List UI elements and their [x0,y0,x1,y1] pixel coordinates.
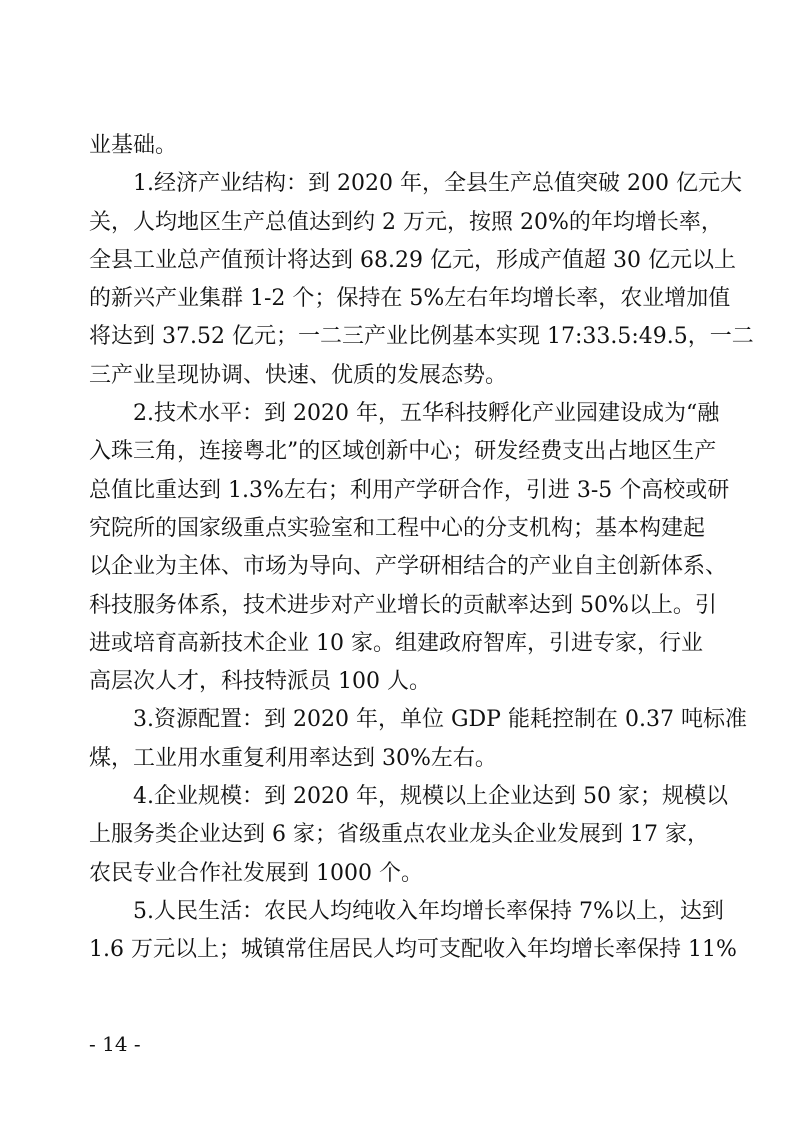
paragraph [89,893,737,970]
paragraph [89,395,730,701]
paragraph [89,127,699,165]
text-line: 上服务类企业达到 6 家；省级重点农业龙头企业发展到 17 家， [89,822,709,848]
text-line: 农民专业合作社发展到 1000 个。 [89,860,423,886]
paragraph [89,165,754,395]
page-number: - 14 - [89,1032,141,1056]
paragraph [89,778,728,893]
text-line: 进或培育高新技术企业 10 家。组建政府智库，引进专家，行业 [89,630,703,656]
text-line: 4.企业规模：到 2020 年，规模以上企业达到 50 家；规模以 [133,784,728,810]
paragraph [89,701,747,778]
text-line: 三产业呈现协调、快速、优质的发展态势。 [89,362,508,388]
text-line: 将达到 37.52 亿元；一二三产业比例基本实现 17:33.5:49.5，一二 [89,324,754,350]
text-line: 科技服务体系，技术进步对产业增长的贡献率达到 50%以上。引 [89,592,717,618]
text-line: 煤，工业用水重复利用率达到 30%左右。 [89,745,497,771]
text-line: 入珠三角，连接粤北”的区域创新中心；研发经费支出占地区生产 [89,439,717,465]
text-line: 业基础。 [89,133,178,158]
document-body [89,127,754,970]
text-line: 全县工业总产值预计将达到 68.29 亿元，形成产值超 30 亿元以上 [89,247,736,273]
text-line: 究院所的国家级重点实验室和工程中心的分支机构；基本构建起 [89,515,706,541]
text-line: 以企业为主体、市场为导向、产学研相结合的产业自主创新体系、 [89,554,728,580]
text-line: 3.资源配置：到 2020 年，单位 GDP 能耗控制在 0.37 吨标准 [133,707,747,733]
text-line: 高层次人才，科技特派员 100 人。 [89,669,431,695]
text-line: 1.经济产业结构：到 2020 年，全县生产总值突破 200 亿元大 [133,171,742,197]
text-line: 1.6 万元以上；城镇常住居民人均可支配收入年均增长率保持 11% [89,937,737,963]
text-line: 2.技术水平：到 2020 年，五华科技孵化产业园建设成为“融 [133,401,720,427]
text-line: 的新兴产业集群 1-2 个；保持在 5%左右年均增长率，农业增加值 [89,286,731,312]
text-line: 总值比重达到 1.3%左右；利用产学研合作，引进 3-5 个高校或研 [89,477,730,503]
text-line: 关，人均地区生产总值达到约 2 万元，按照 20%的年均增长率， [89,209,723,235]
text-line: 5.人民生活：农民人均纯收入年均增长率保持 7%以上，达到 [133,898,724,924]
